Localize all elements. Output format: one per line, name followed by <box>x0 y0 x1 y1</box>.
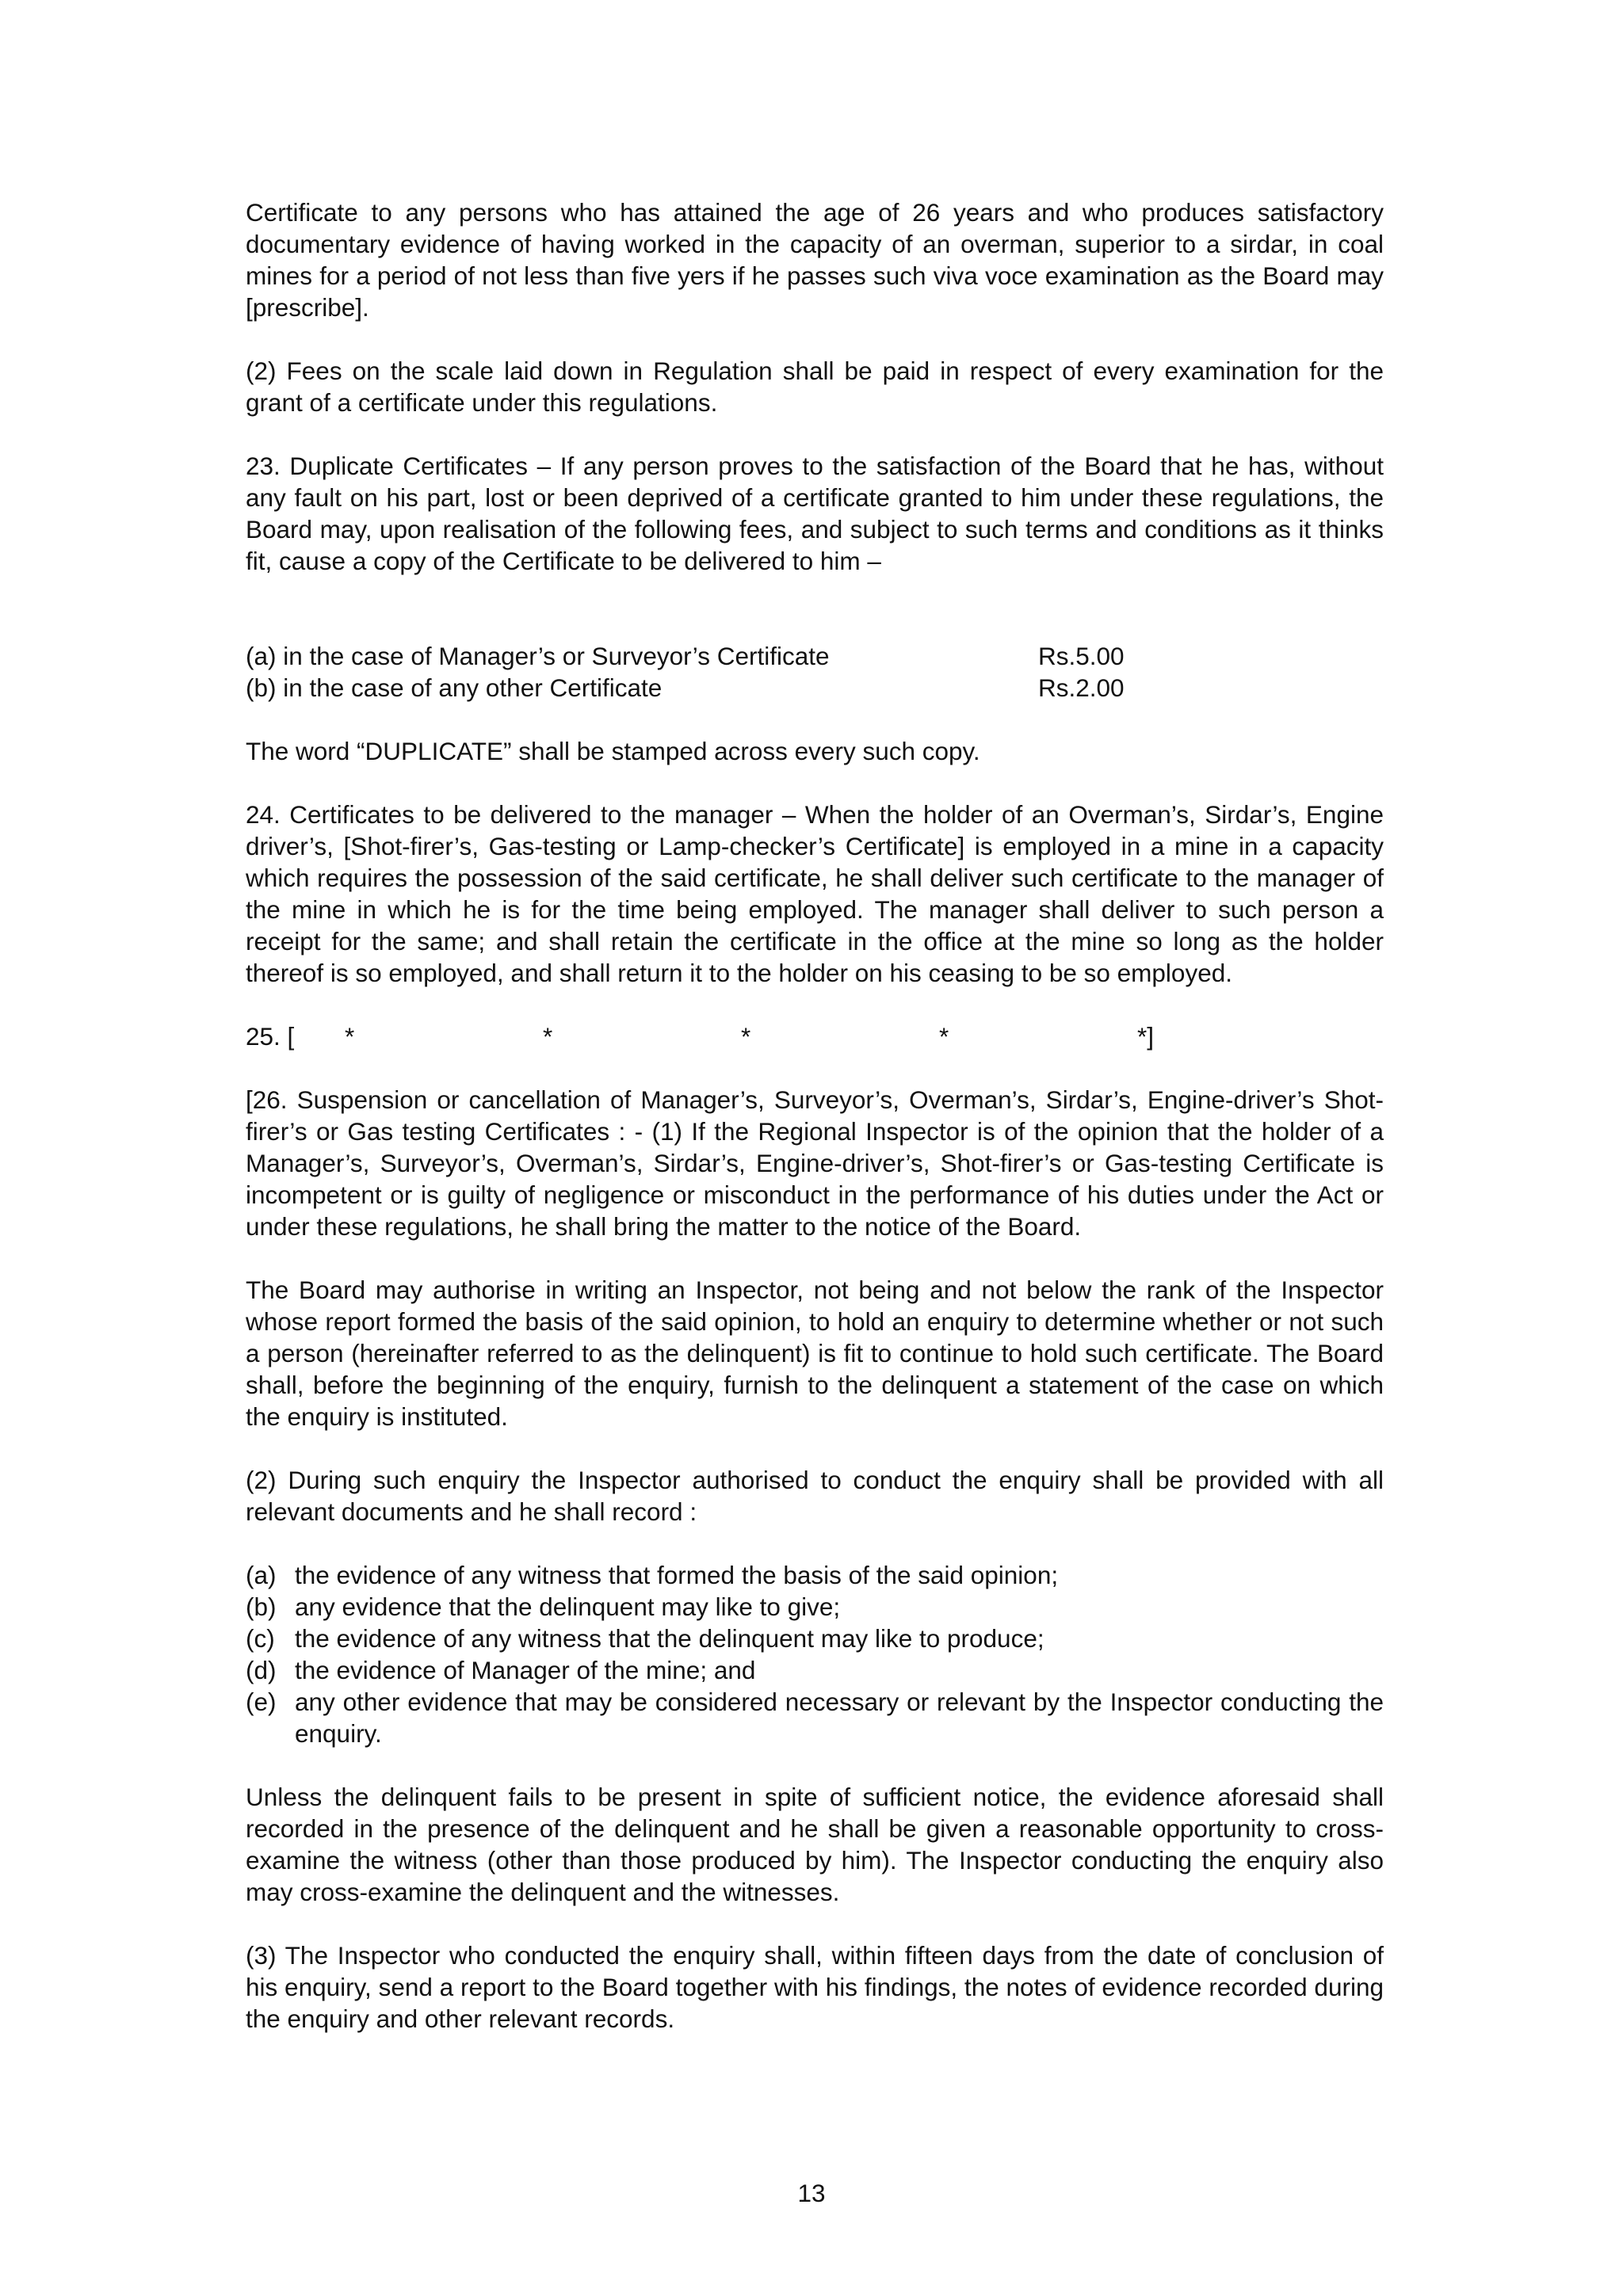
fee-row <box>246 640 1384 672</box>
fee-amount: Rs.5.00 <box>1038 642 1125 670</box>
section-25-label: 25. [ <box>246 1022 295 1051</box>
fee-amount: Rs.2.00 <box>1038 673 1125 702</box>
list-item <box>246 1591 1384 1623</box>
paragraph-section-23: 23. Duplicate Certificates – If any person proves to the satisfaction of the Board that he has, without any fault on his part, lost or been deprived of a certificate granted to him under these regulations, the Board may, upon realisation of the following fees, and subject to such terms and conditions as it thinks fit, cause a copy of the Certificate to be delivered to him – <box>246 452 1384 575</box>
list-item-text: the evidence of any witness that formed the basis of the said opinion; <box>295 1561 1059 1589</box>
omission-star: *] <box>1137 1022 1155 1051</box>
omission-star: * <box>345 1022 355 1051</box>
paragraph-certificate-eligibility: Certificate to any persons who has attained the age of 26 years and who produces satisfactory documentary evidence of having worked in the capacity of an overman, superior to a sirdar, in coal mines for a period of not less than five yers if he passes such viva voce examination as the Board may [prescribe]. <box>246 198 1384 322</box>
list-item <box>246 1559 1384 1591</box>
fee-row <box>246 672 1384 704</box>
list-item <box>246 1654 1384 1686</box>
paragraph-enquiry-record: (2) During such enquiry the Inspector authorised to conduct the enquiry shall be provided with all relevant documents and he shall record : <box>246 1466 1384 1526</box>
list-item-text: any other evidence that may be considered necessary or relevant by the Inspector conducting the enquiry. <box>295 1688 1384 1748</box>
paragraph-inspector-report: (3) The Inspector who conducted the enquiry shall, within fifteen days from the date of conclusion of his enquiry, send a report to the Board together with his findings, the notes of evidence recorded during the enquiry and other relevant records. <box>246 1941 1384 2033</box>
omission-star: * <box>543 1022 553 1051</box>
paragraph-section-26: [26. Suspension or cancellation of Manager’s, Surveyor’s, Overman’s, Sirdar’s, Engine-driver’s Shot-firer’s or Gas testing Certificates : - (1) If the Regional Inspector is of the opinion that the holder of a Manager’s, Surveyor’s, Overman’s, Sirdar’s, Engine-driver’s, Shot-firer’s or Gas-testing Certificate is incompetent or is guilty of negligence or misconduct in the performance of his duties under the Act or under these regulations, he shall bring the matter to the notice of the Board. <box>246 1085 1384 1241</box>
list-marker: (e) <box>246 1688 277 1716</box>
evidence-list <box>246 1559 1384 1749</box>
list-marker: (c) <box>246 1624 275 1653</box>
section-25-omitted <box>246 1020 1384 1052</box>
list-item-text: any evidence that the delinquent may like to give; <box>295 1592 841 1621</box>
paragraph-cross-examination: Unless the delinquent fails to be present in spite of sufficient notice, the evidence aforesaid shall recorded in the presence of the delinquent and he shall be given a reasonable opportunity to cross-examine the witness (other than those produced by him). The Inspector conducting the enquiry also may cross-examine the delinquent and the witnesses. <box>246 1783 1384 1906</box>
list-item-text: the evidence of Manager of the mine; and <box>295 1656 756 1684</box>
list-item <box>246 1623 1384 1654</box>
list-item <box>246 1686 1384 1749</box>
omission-star: * <box>939 1022 949 1051</box>
document-body <box>246 196 1384 2035</box>
list-marker: (a) <box>246 1561 277 1589</box>
paragraph-fees: (2) Fees on the scale laid down in Regulation shall be paid in respect of every examination for the grant of a certificate under this regulations. <box>246 357 1384 417</box>
list-marker: (d) <box>246 1656 277 1684</box>
omission-star: * <box>741 1022 751 1051</box>
paragraph-duplicate-stamp: The word “DUPLICATE” shall be stamped across every such copy. <box>246 737 980 765</box>
paragraph-section-24: 24. Certificates to be delivered to the manager – When the holder of an Overman’s, Sirdar’s, Engine driver’s, [Shot-firer’s, Gas-testing or Lamp-checker’s Certificate] is employed in a mine in a capacity which requires the possession of the said certificate, he shall deliver such certificate to the manager of the mine in which he is for the time being employed. The manager shall deliver to such person a receipt for the same; and shall retain the certificate in the office at the mine so long as the holder thereof is so employed, and shall return it to the holder on his ceasing to be so employed. <box>246 800 1384 987</box>
page-number: 13 <box>797 2179 826 2207</box>
fee-description: (a) in the case of Manager’s or Surveyor’s Certificate <box>246 642 830 670</box>
fee-description: (b) in the case of any other Certificate <box>246 673 663 702</box>
paragraph-board-enquiry: The Board may authorise in writing an Inspector, not being and not below the rank of the Inspector whose report formed the basis of the said opinion, to hold an enquiry to determine whether or not such a person (hereinafter referred to as the delinquent) is fit to continue to hold such certificate. The Board shall, before the beginning of the enquiry, furnish to the delinquent a statement of the case on which the enquiry is instituted. <box>246 1276 1384 1431</box>
fee-table <box>246 640 1384 704</box>
list-item-text: the evidence of any witness that the delinquent may like to produce; <box>295 1624 1044 1653</box>
list-marker: (b) <box>246 1592 277 1621</box>
